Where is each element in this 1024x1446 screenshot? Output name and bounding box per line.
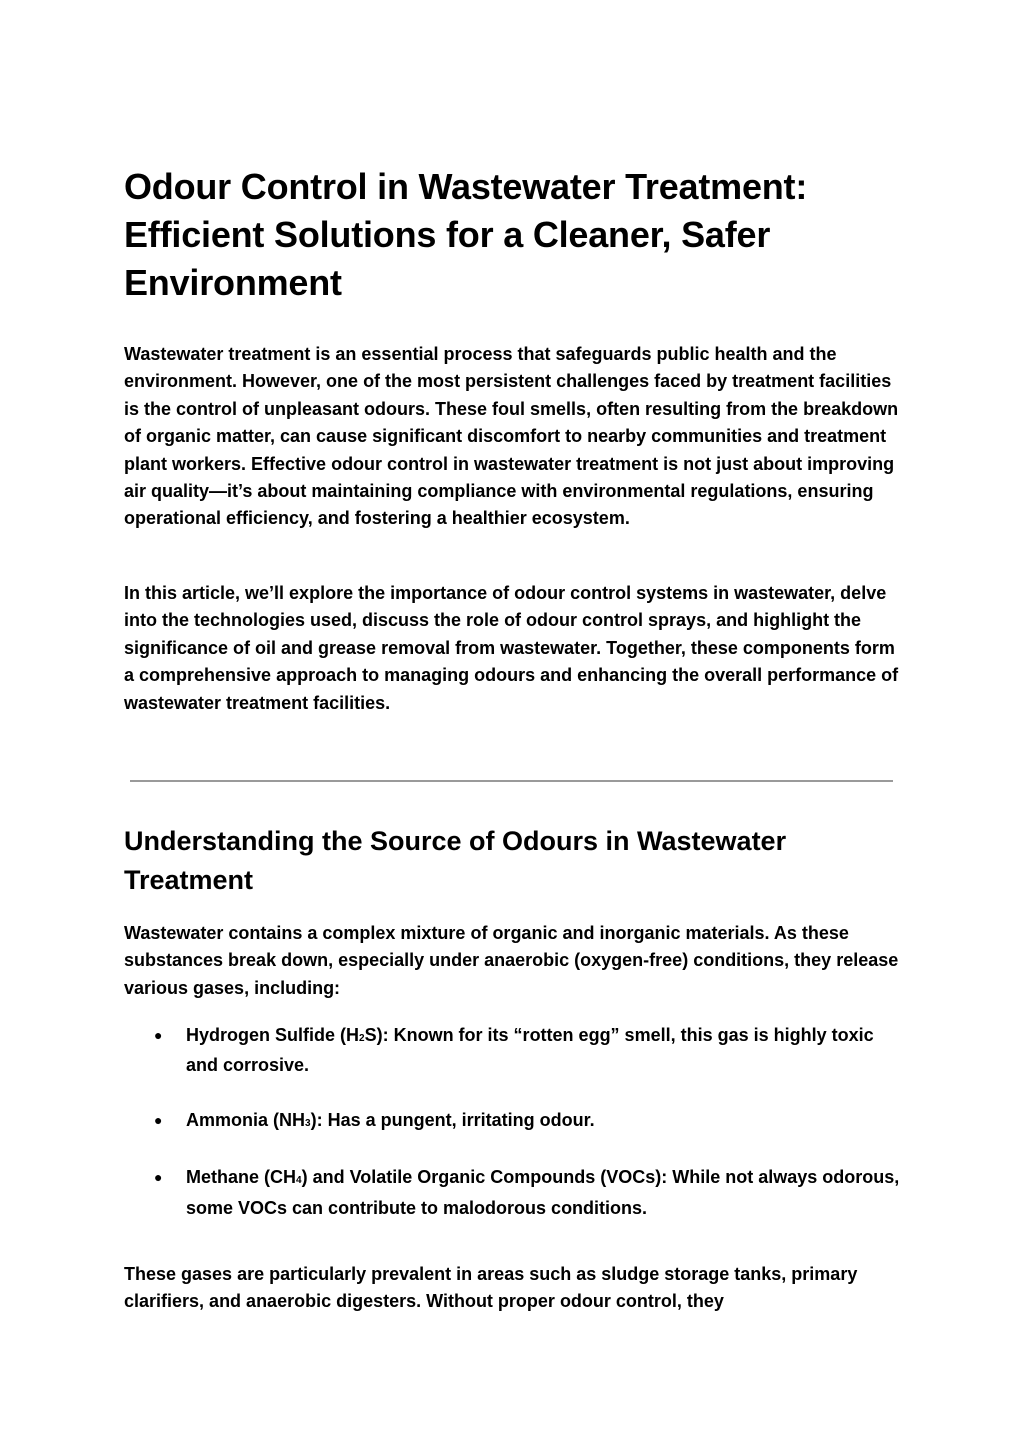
- intro-paragraph-1: Wastewater treatment is an essential process that safeguards public health and the environment. However, one of the most persistent challenges faced by treatment facilities is the control of unpleasant odours. These foul smells, often resulting from the breakdown of organic matter, can cause significant discomfort to nearby communities and treatment plant workers. Effective odour control in wastewater treatment is not just about improving air quality—it’s about maintaining compliance with environmental regulations, ensuring operational efficiency, and fostering a healthier ecosystem.: [124, 344, 899, 529]
- bullet-icon: ●: [154, 1169, 163, 1186]
- page-title: Odour Control in Wastewater Treatment: Efficient Solutions for a Cleaner, Safer Environment: [124, 166, 808, 303]
- gases-list: [124, 1022, 904, 1249]
- section-heading: Understanding the Source of Odours in Wastewater Treatment: [124, 826, 787, 895]
- list-item-ammonia: ● Ammonia (NH3): Has a pungent, irritating odour.: [124, 1107, 904, 1137]
- list-item-methane-vocs: ● Methane (CH4) and Volatile Organic Compounds (VOCs): While not always odorous, some VOCs can contribute to malodorous conditions.: [124, 1164, 904, 1222]
- intro-paragraph-2: In this article, we’ll explore the importance of odour control systems in wastewater, delve into the technologies used, discuss the role of odour control sprays, and highlight the significance of oil and grease removal from wastewater. Together, these components form a comprehensive approach to managing odours and enhancing the overall performance of wastewater treatment facilities.: [124, 583, 899, 713]
- section-divider: [130, 780, 893, 782]
- bullet-icon: ●: [154, 1027, 163, 1043]
- closing-paragraph: These gases are particularly prevalent in areas such as sludge storage tanks, primary clarifiers, and anaerobic digesters. Without proper odour control, they: [124, 1264, 858, 1312]
- section-lead-paragraph: Wastewater contains a complex mixture of organic and inorganic materials. As these substances break down, especially under anaerobic (oxygen-free) conditions, they release various gases, including:: [124, 923, 899, 998]
- bullet-icon: ●: [154, 1111, 163, 1128]
- list-item-hydrogen-sulfide: ● Hydrogen Sulfide (H2S): Known for its “rotten egg” smell, this gas is highly toxic and corrosive.: [124, 1022, 904, 1080]
